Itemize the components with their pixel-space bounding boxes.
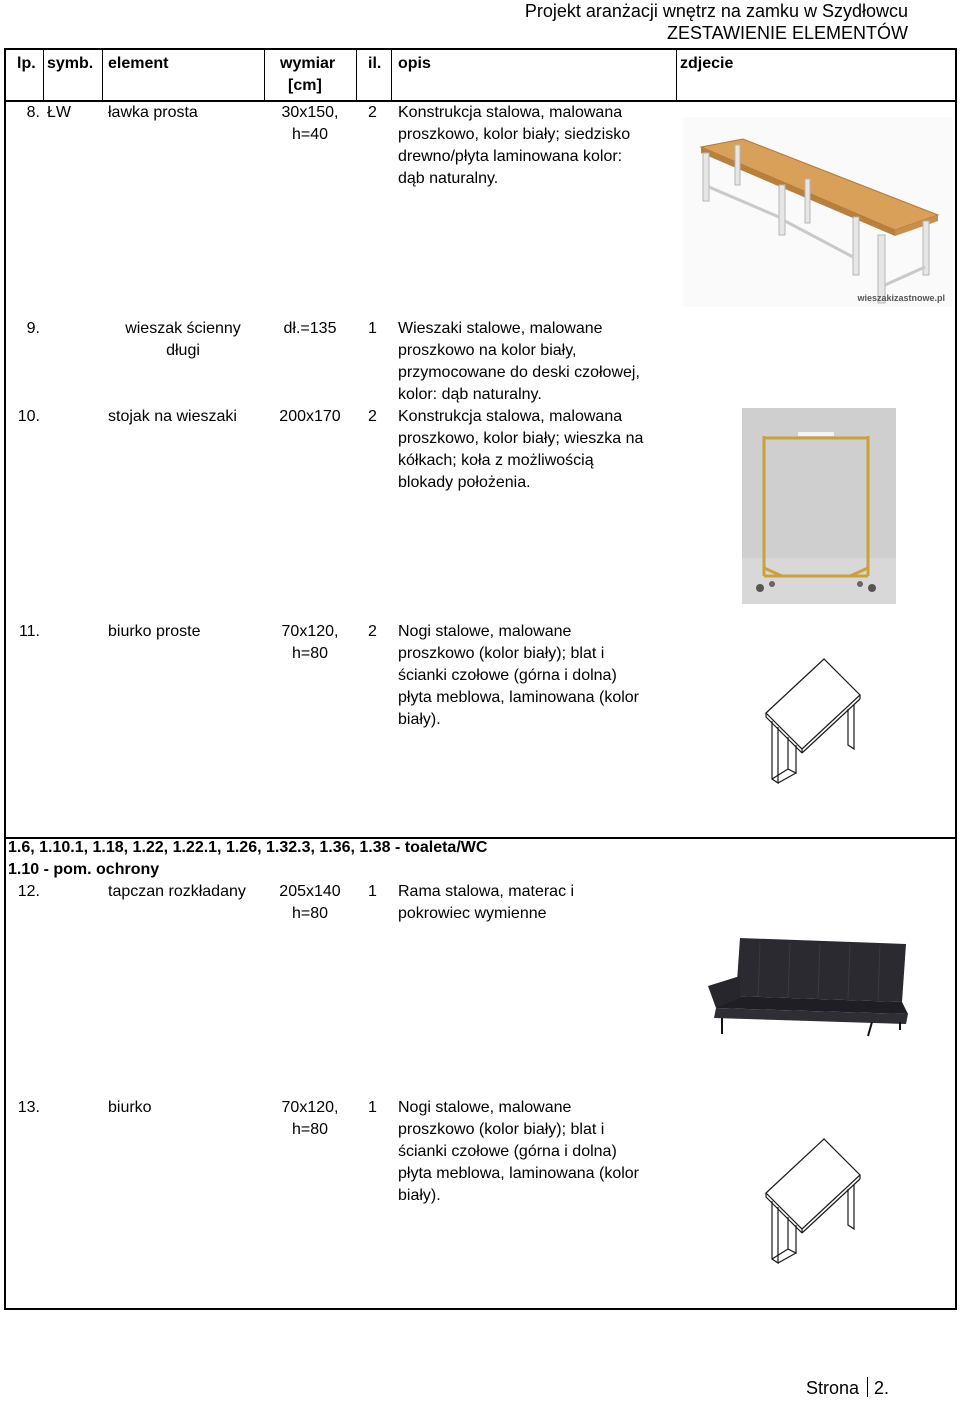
- row-wymiar: 205x140: [279, 883, 341, 900]
- row-element: ławka prosta: [108, 104, 198, 121]
- row-opis-line: drewno/płyta laminowana kolor:: [398, 148, 623, 165]
- row-opis-line: pokrowiec wymienne: [398, 905, 547, 922]
- col-wymiar: wymiar: [280, 55, 336, 72]
- row-opis-line: ścianki czołowe (górna i dolna): [398, 1143, 617, 1160]
- col-unit: [cm]: [288, 77, 322, 94]
- row-wymiar: 70x120,: [281, 623, 339, 640]
- row-element: biurko: [108, 1099, 152, 1116]
- row-wymiar: 70x120,: [281, 1099, 339, 1116]
- row-element: długi: [166, 342, 200, 359]
- row-opis-line: proszkowo (kolor biały); blat i: [398, 645, 605, 662]
- row-lp: 11.: [18, 623, 40, 640]
- row-opis-line: biały).: [398, 711, 441, 728]
- page-footer: [806, 1376, 889, 1400]
- column-divider: [391, 48, 392, 102]
- row-element: tapczan rozkładany: [108, 883, 246, 900]
- row-wymiar: h=80: [291, 1121, 329, 1138]
- row-opis-line: Wieszaki stalowe, malowane: [398, 320, 603, 337]
- project-title: Projekt aranżacji wnętrz na zamku w Szydłowcu: [524, 1, 908, 21]
- row-opis-line: Nogi stalowe, malowane: [398, 1099, 572, 1116]
- row-opis-line: Rama stalowa, materac i: [398, 883, 575, 900]
- row-lp: 9.: [26, 320, 40, 337]
- row-il: 1: [368, 320, 377, 337]
- col-il: il.: [368, 55, 382, 72]
- row-il: 1: [368, 883, 377, 900]
- page-number: 2.: [874, 1378, 890, 1398]
- row-opis-line: kolor: dąb naturalny.: [398, 386, 542, 403]
- row-symb: ŁW: [47, 104, 71, 121]
- row-element: wieszak ścienny: [125, 320, 241, 337]
- row-opis-line: biały).: [398, 1187, 441, 1204]
- row-opis-line: Konstrukcja stalowa, malowana: [398, 408, 623, 425]
- bench-watermark: wieszakizastnowe.pl: [857, 293, 945, 303]
- row-opis-line: proszkowo (kolor biały); blat i: [398, 1121, 605, 1138]
- row-opis-line: Nogi stalowe, malowane: [398, 623, 572, 640]
- desk-image: [762, 655, 866, 785]
- row-element: biurko proste: [108, 623, 201, 640]
- row-lp: 10.: [17, 408, 40, 425]
- footer-label: Strona: [806, 1378, 860, 1398]
- row-il: 1: [368, 1099, 377, 1116]
- row-opis-line: kółkach; koła z możliwością: [398, 452, 594, 469]
- col-opis: opis: [398, 55, 431, 72]
- col-lp: lp.: [17, 55, 36, 72]
- row-wymiar: 30x150,: [281, 104, 339, 121]
- row-wymiar: dł.=135: [283, 320, 337, 337]
- row-il: 2: [368, 104, 377, 121]
- row-il: 2: [368, 408, 377, 425]
- document-subtitle: ZESTAWIENIE ELEMENTÓW: [666, 23, 908, 43]
- column-divider: [43, 48, 44, 102]
- row-wymiar: h=80: [291, 905, 329, 922]
- row-wymiar: 200x170: [279, 408, 341, 425]
- bench-image: [683, 117, 953, 307]
- row-opis-line: Konstrukcja stalowa, malowana: [398, 104, 623, 121]
- row-opis-line: przymocowane do deski czołowej,: [398, 364, 640, 381]
- row-opis-line: płyta meblowa, laminowana (kolor: [398, 689, 639, 706]
- row-opis-line: proszkowo na kolor biały,: [398, 342, 577, 359]
- col-element: element: [108, 55, 169, 72]
- row-lp: 13.: [17, 1099, 40, 1116]
- column-divider: [676, 48, 677, 102]
- column-divider: [102, 48, 103, 102]
- row-opis-line: ścianki czołowe (górna i dolna): [398, 667, 617, 684]
- col-symb: symb.: [47, 55, 94, 72]
- row-opis-line: dąb naturalny.: [398, 170, 499, 187]
- row-lp: 12.: [17, 883, 40, 900]
- column-divider: [356, 48, 357, 102]
- section-title: 1.10 - pom. ochrony: [8, 861, 160, 878]
- row-opis-line: płyta meblowa, laminowana (kolor: [398, 1165, 639, 1182]
- row-il: 2: [368, 623, 377, 640]
- desk-image: [762, 1135, 866, 1265]
- row-lp: 8.: [26, 104, 40, 121]
- clothes-rack-image: [742, 408, 896, 604]
- column-divider: [264, 48, 265, 102]
- row-wymiar: h=80: [291, 645, 329, 662]
- row-opis-line: proszkowo, kolor biały; wieszka na: [398, 430, 644, 447]
- col-zdjecie: zdjecie: [680, 55, 734, 72]
- section-title: 1.6, 1.10.1, 1.18, 1.22, 1.22.1, 1.26, 1.32.3, 1.36, 1.38 - toaleta/WC: [8, 839, 488, 856]
- row-opis-line: blokady położenia.: [398, 474, 531, 491]
- sofa-bed-image: [700, 932, 912, 1044]
- row-element: stojak na wieszaki: [108, 408, 237, 425]
- row-wymiar: h=40: [291, 126, 329, 143]
- footer-separator: [867, 1377, 868, 1397]
- row-opis-line: proszkowo, kolor biały; siedzisko: [398, 126, 631, 143]
